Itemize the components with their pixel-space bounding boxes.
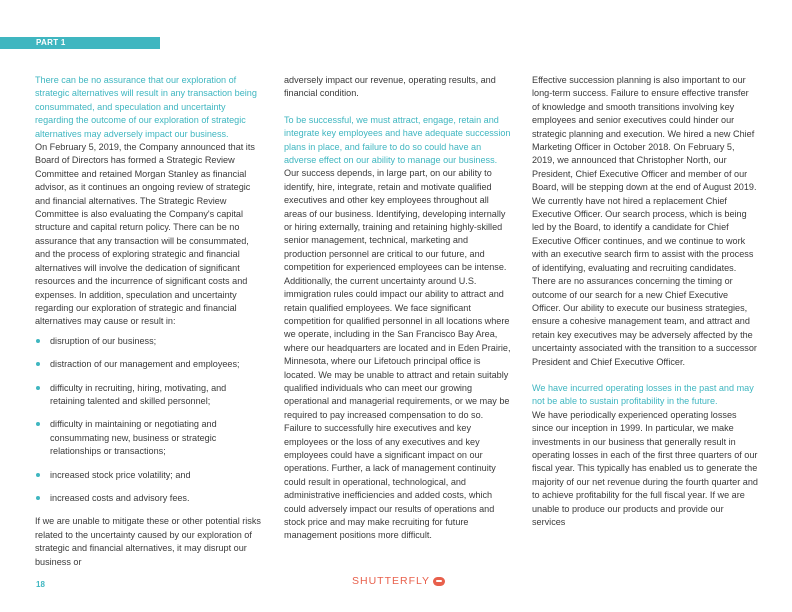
column-1 bbox=[35, 74, 263, 569]
list-item: difficulty in maintaining or negotiating and consummating new, business or strategic relationships or transactions; bbox=[35, 418, 263, 458]
paragraph-operating-losses: We have periodically experienced operating losses since our inception in 1999. In particular, we make investments in our business that generally result in operating losses in each of the first three quarters of our fiscal year. This typically has enabled us to generate the majority of our net revenue during the fourth quarter and to achieve profitability for the full fiscal year. If we are unable to produce our products and provide our services bbox=[532, 409, 758, 527]
column-3 bbox=[532, 74, 758, 529]
list-item: disruption of our business; bbox=[35, 335, 263, 348]
risk-heading-strategic-alternatives: There can be no assurance that our exploration of strategic alternatives will result in any transaction being consummated, and speculation and uncertainty regarding the outcome of our exploration of strategic alternatives may adversely impact our business. bbox=[35, 75, 257, 139]
paragraph-mitigation: If we are unable to mitigate these or other potential risks related to the uncertainty caused by our exploration of strategic and financial alternatives, it may disrupt our business or bbox=[35, 516, 261, 567]
bullet-icon bbox=[36, 362, 40, 366]
bullet-icon bbox=[36, 422, 40, 426]
brand-logo bbox=[352, 575, 445, 587]
brand-name: SHUTTERFLY bbox=[352, 575, 431, 587]
bullet-icon bbox=[36, 496, 40, 500]
section-label: PART 1 bbox=[0, 37, 160, 49]
bullet-icon bbox=[36, 473, 40, 477]
bullet-icon bbox=[36, 386, 40, 390]
list-item: increased costs and advisory fees. bbox=[35, 492, 263, 505]
column-2 bbox=[284, 74, 512, 543]
risk-heading-key-employees: To be successful, we must attract, engage, retain and integrate key employees and have adequate succession plans in place, and failure to do so could have an adverse effect on our ability to manage our business. bbox=[284, 114, 511, 166]
page-number: 18 bbox=[36, 580, 45, 589]
shutterfly-logo-icon bbox=[433, 577, 445, 586]
list-item: distraction of our management and employees; bbox=[35, 358, 263, 371]
list-item: difficulty in recruiting, hiring, motivating, and retaining talented and skilled personnel; bbox=[35, 382, 263, 409]
bullet-icon bbox=[36, 339, 40, 343]
risk-heading-operating-losses: We have incurred operating losses in the past and may not be able to sustain profitability in the future. bbox=[532, 382, 754, 407]
list-item: increased stock price volatility; and bbox=[35, 469, 263, 482]
risk-bullet-list bbox=[35, 335, 263, 506]
paragraph-continuation: adversely impact our revenue, operating results, and financial condition. bbox=[284, 75, 496, 99]
paragraph-key-employees: Our success depends, in large part, on our ability to identify, hire, integrate, retain and motivate qualified executives and other key employees throughout all areas of our business. Identifying, developing internally or hiring externally, training and retaining highly-skilled senior management, technical, marketing and production personnel are critical to our future, and competition for experienced employees can be intense. Additionally, the current uncertainty around U.S. immigration rules could impact our ability to attract and retain qualified employees. We face significant competition for qualified personnel in all locations where we operate, including in the San Francisco Bay Area, where our headquarters are located and in Eden Prairie, Minnesota, where our Lifetouch principal office is located. We may be unable to attract and retain suitably qualified individuals who can meet our growing operational and managerial requirements, or we may be required to pay increased compensation to do so. Failure to successfully hire executives and key employees or the loss of any executives and key employees could have a significant impact on our operations. Further, a lack of management continuity could result in operational, technological, and administrative inefficiencies and added costs, which could adversely impact our results of operations and stock price and may make recruiting for future management positions more difficult. bbox=[284, 168, 511, 541]
paragraph-succession-planning: Effective succession planning is also important to our long-term success. Failure to ensure effective transfer of knowledge and smooth transitions involving key employees and senior executives could hinder our strategic planning and execution. We hired a new Chief Marketing Officer in October 2018. On February 5, 2019, we announced that Christopher North, our President, Chief Executive Officer and member of our Board, will be stepping down at the end of August 2019. We currently have not hired a replacement Chief Executive Officer. Our search process, which is being led by the Board, to identify a candidate for Chief Executive Officer continues, and we continue to work with an executive search firm to assist with the process of identifying, evaluating and recruiting candidates. There are no assurances concerning the timing or outcome of our search for a new Chief Executive Officer. Our ability to execute our business strategies, ensure a cohesive management team, and attract and retain key executives may be adversely affected by the uncertainty associated with the transition to a successor President and Chief Executive Officer. bbox=[532, 75, 757, 367]
paragraph-strategic-review: On February 5, 2019, the Company announced that its Board of Directors has formed a Strategic Review Committee and retained Morgan Stanley as financial advisor, as it continues an ongoing review of strategic and financial alternatives. The Strategic Review Committee is also evaluating the Company's capital structure and capital return policy. There can be no assurance that any transaction will be consummated, and the process of exploring strategic and financial alternatives will involve the dedication of significant resources and the incurrence of significant costs and expenses. In addition, speculation and uncertainty regarding our exploration of strategic and financial alternatives may cause or result in: bbox=[35, 142, 255, 327]
